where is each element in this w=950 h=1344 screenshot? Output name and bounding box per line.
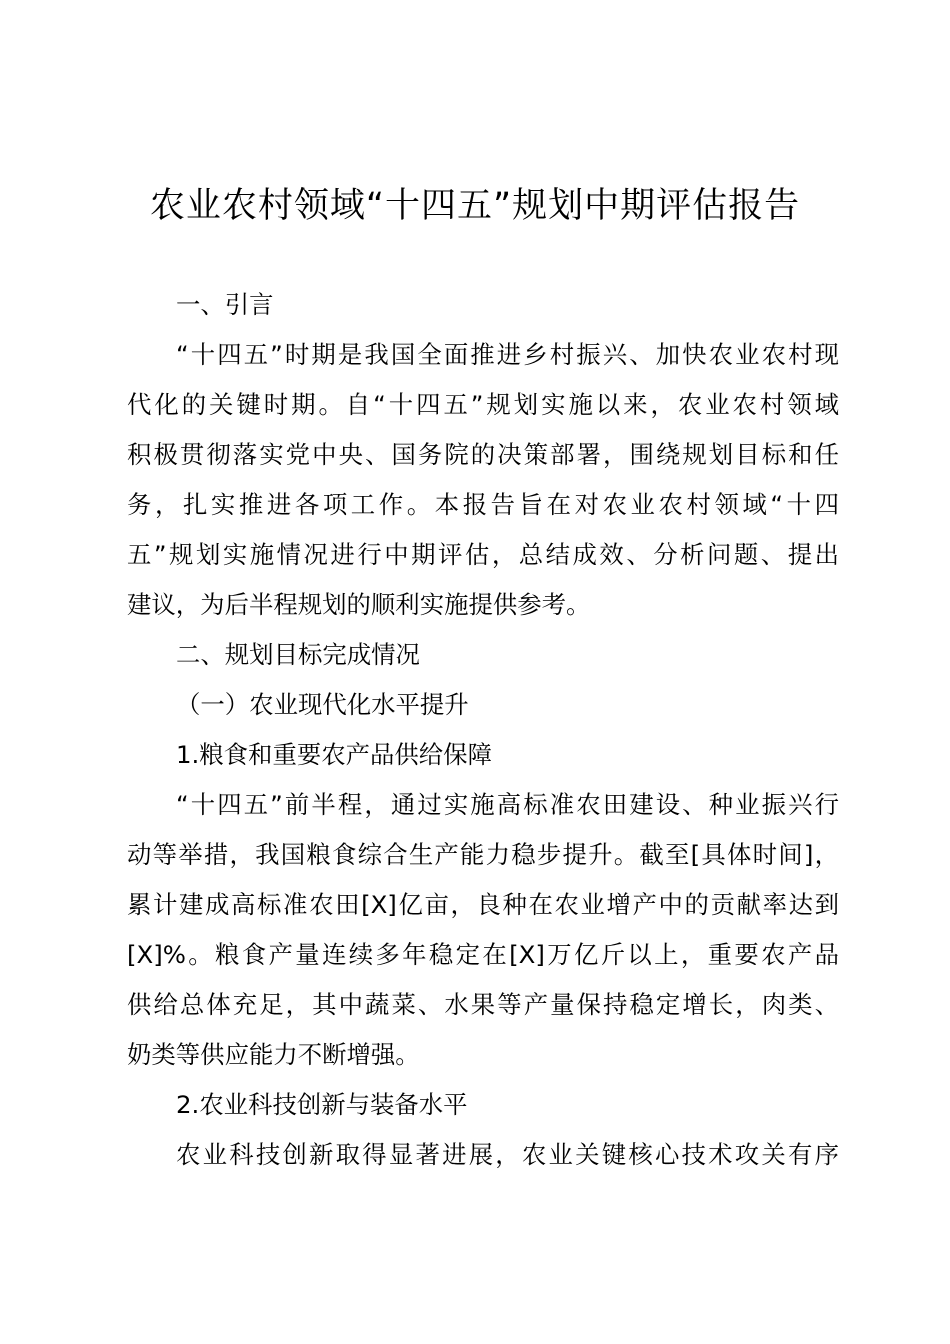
document-body xyxy=(127,280,839,1180)
item-heading: 2.农业科技创新与装备水平 xyxy=(176,1090,468,1119)
paragraph-line: 累计建成高标准农田[X]亿亩，良种在农业增产中的贡献率达到 xyxy=(127,890,839,919)
paragraph-line: 务，扎实推进各项工作。本报告旨在对农业农村领域“十四 xyxy=(127,490,839,519)
paragraph-line: 供给总体充足，其中蔬菜、水果等产量保持稳定增长，肉类、 xyxy=(127,990,839,1019)
paragraph-line: [X]%。粮食产量连续多年稳定在[X]万亿斤以上，重要农产品 xyxy=(127,940,839,969)
section-heading: 二、规划目标完成情况 xyxy=(176,640,420,669)
paragraph-line: 积极贯彻落实党中央、国务院的决策部署，围绕规划目标和任 xyxy=(127,440,839,469)
paragraph-line: 农业科技创新取得显著进展，农业关键核心技术攻关有序 xyxy=(176,1140,839,1169)
paragraph-line: “十四五”时期是我国全面推进乡村振兴、加快农业农村现 xyxy=(176,340,839,369)
paragraph-line: 五”规划实施情况进行中期评估，总结成效、分析问题、提出 xyxy=(127,540,839,569)
paragraph-line: 代化的关键时期。自“十四五”规划实施以来，农业农村领域 xyxy=(127,390,839,419)
document-title: 农业农村领域“十四五”规划中期评估报告 xyxy=(149,186,801,226)
paragraph-line: 建议，为后半程规划的顺利实施提供参考。 xyxy=(127,590,591,619)
subsection-heading: （一）农业现代化水平提升 xyxy=(176,690,469,719)
section-heading: 一、引言 xyxy=(176,290,274,319)
item-heading: 1.粮食和重要农产品供给保障 xyxy=(176,740,492,769)
paragraph-line: 动等举措，我国粮食综合生产能力稳步提升。截至[具体时间]， xyxy=(127,840,839,869)
paragraph-line: 奶类等供应能力不断增强。 xyxy=(127,1040,420,1069)
paragraph-line: “十四五”前半程，通过实施高标准农田建设、种业振兴行 xyxy=(176,790,839,819)
